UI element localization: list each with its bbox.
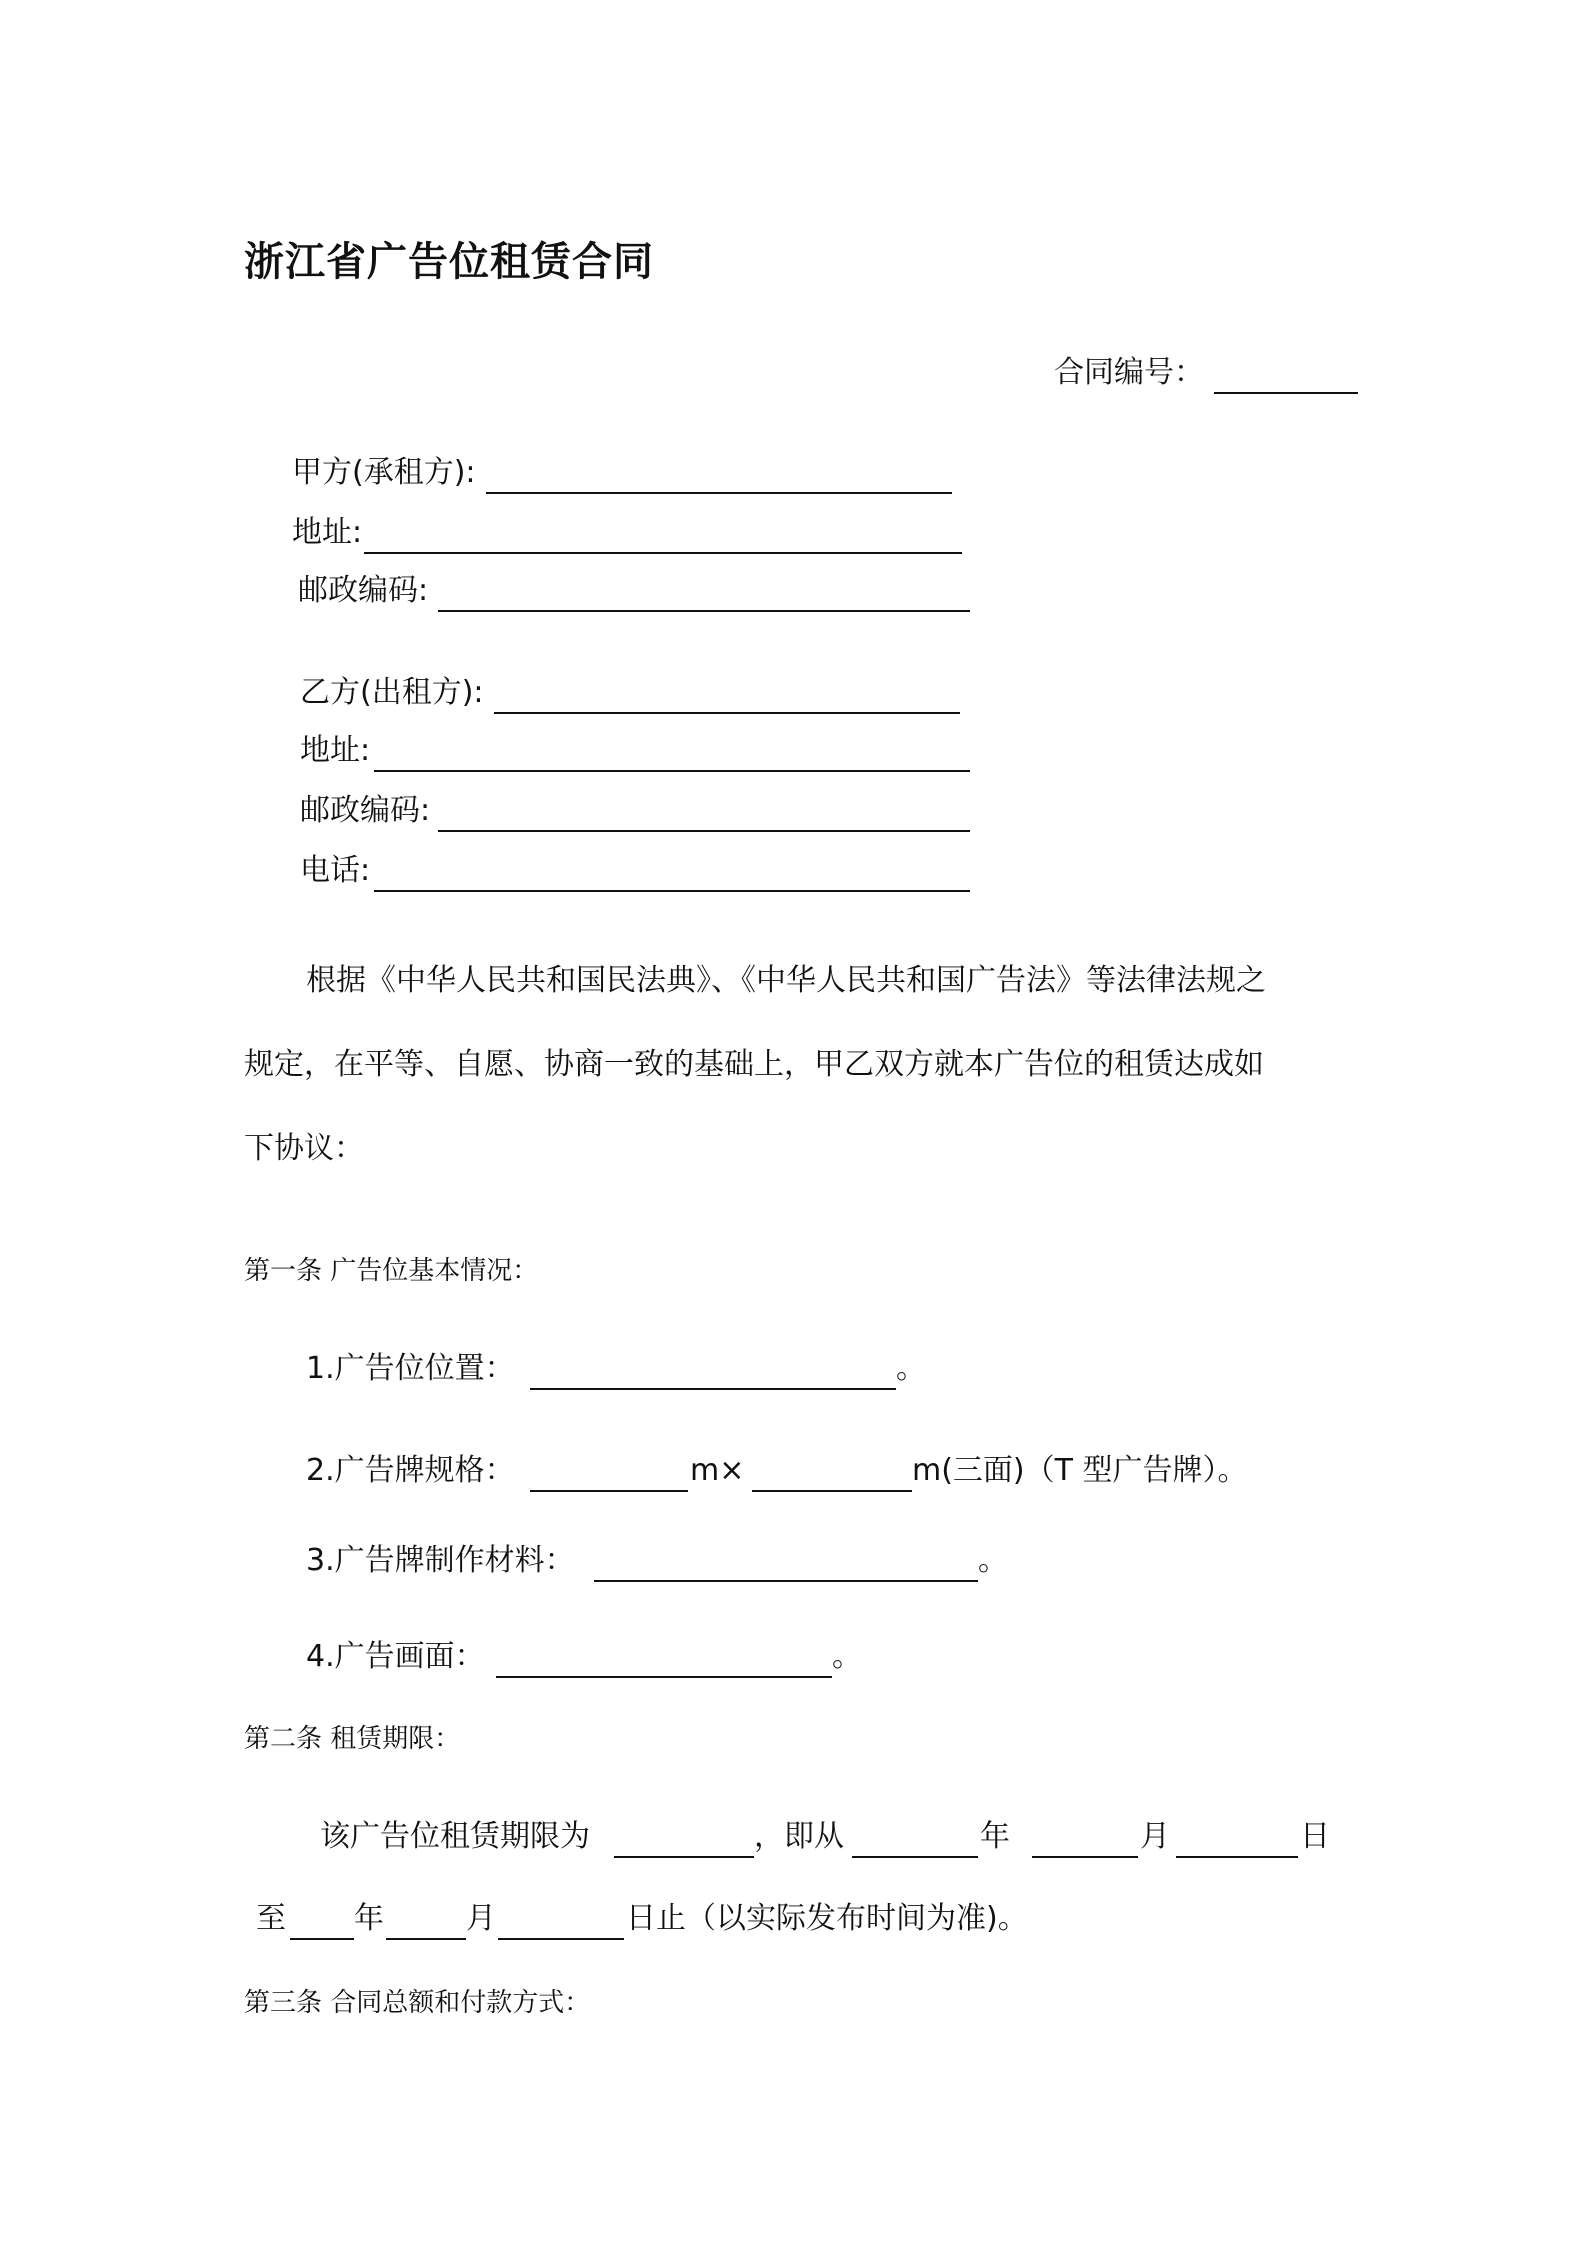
party-a-name-field[interactable] [486,492,952,494]
ad-image-field[interactable] [496,1676,832,1678]
party-a-address-field[interactable] [364,552,962,554]
party-a-name-label: 甲方(承租方): [292,455,476,490]
start-month-field[interactable] [1032,1856,1138,1858]
preamble-line-1: 根据《中华人民共和国民法典》、《中华人民共和国广告法》等法律法规之 [306,963,1266,998]
party-b-name-field[interactable] [494,712,960,714]
article-2-line-2-suffix: 日止（以实际发布时间为准)。 [626,1901,1028,1936]
party-a-postcode-label: 邮政编码: [298,573,429,608]
party-b-address-label: 地址: [300,733,371,768]
end-month-unit: 月 [466,1901,496,1936]
end-year-unit: 年 [354,1901,384,1936]
article-1-item-3-label: 3.广告牌制作材料： [306,1543,575,1578]
article-2-to-text: 至 [256,1901,286,1936]
contract-number-field[interactable] [1214,392,1358,394]
article-1-item-1-end: 。 [896,1351,926,1386]
start-day-unit: 日 [1300,1819,1330,1854]
party-b-phone-field[interactable] [374,890,970,892]
start-month-unit: 月 [1140,1819,1170,1854]
party-b-address-field[interactable] [374,770,970,772]
party-b-postcode-label: 邮政编码: [300,793,431,828]
party-b-phone-label: 电话: [300,853,371,888]
article-1-item-2-label: 2.广告牌规格： [306,1453,515,1488]
start-year-field[interactable] [852,1856,978,1858]
article-1-item-1-label: 1.广告位位置： [306,1351,515,1386]
article-3-heading: 第三条 合同总额和付款方式： [244,1988,591,2018]
contract-number-label: 合同编号： [1054,355,1204,390]
article-2-from-text: ，即从 [754,1819,844,1854]
document-title: 浙江省广告位租赁合同 [244,239,654,285]
end-year-field[interactable] [290,1938,354,1940]
article-1-item-4-label: 4.广告画面： [306,1639,485,1674]
end-day-field[interactable] [498,1938,624,1940]
preamble-line-2: 规定，在平等、自愿、协商一致的基础上，甲乙双方就本广告位的租赁达成如 [244,1047,1264,1082]
start-day-field[interactable] [1176,1856,1298,1858]
start-year-unit: 年 [980,1819,1010,1854]
party-b-name-label: 乙方(出租方): [300,675,484,710]
party-a-address-label: 地址: [292,515,363,550]
article-2-heading: 第二条 租赁期限： [244,1724,461,1754]
article-1-item-4-end: 。 [832,1639,862,1674]
billboard-material-field[interactable] [594,1580,978,1582]
billboard-height-field[interactable] [752,1490,912,1492]
billboard-width-field[interactable] [530,1490,688,1492]
article-1-item-3-end: 。 [978,1543,1008,1578]
party-a-postcode-field[interactable] [438,610,970,612]
article-1-item-2-suffix: m(三面)（T 型广告牌）。 [912,1453,1248,1488]
party-b-postcode-field[interactable] [438,830,970,832]
article-1-heading: 第一条 广告位基本情况： [244,1256,539,1286]
ad-location-field[interactable] [530,1388,896,1390]
end-month-field[interactable] [386,1938,466,1940]
article-2-line-1-prefix: 该广告位租赁期限为 [320,1819,590,1854]
lease-term-field[interactable] [614,1856,754,1858]
article-1-item-2-times: m× [690,1453,745,1488]
preamble-line-3: 下协议： [244,1131,364,1166]
